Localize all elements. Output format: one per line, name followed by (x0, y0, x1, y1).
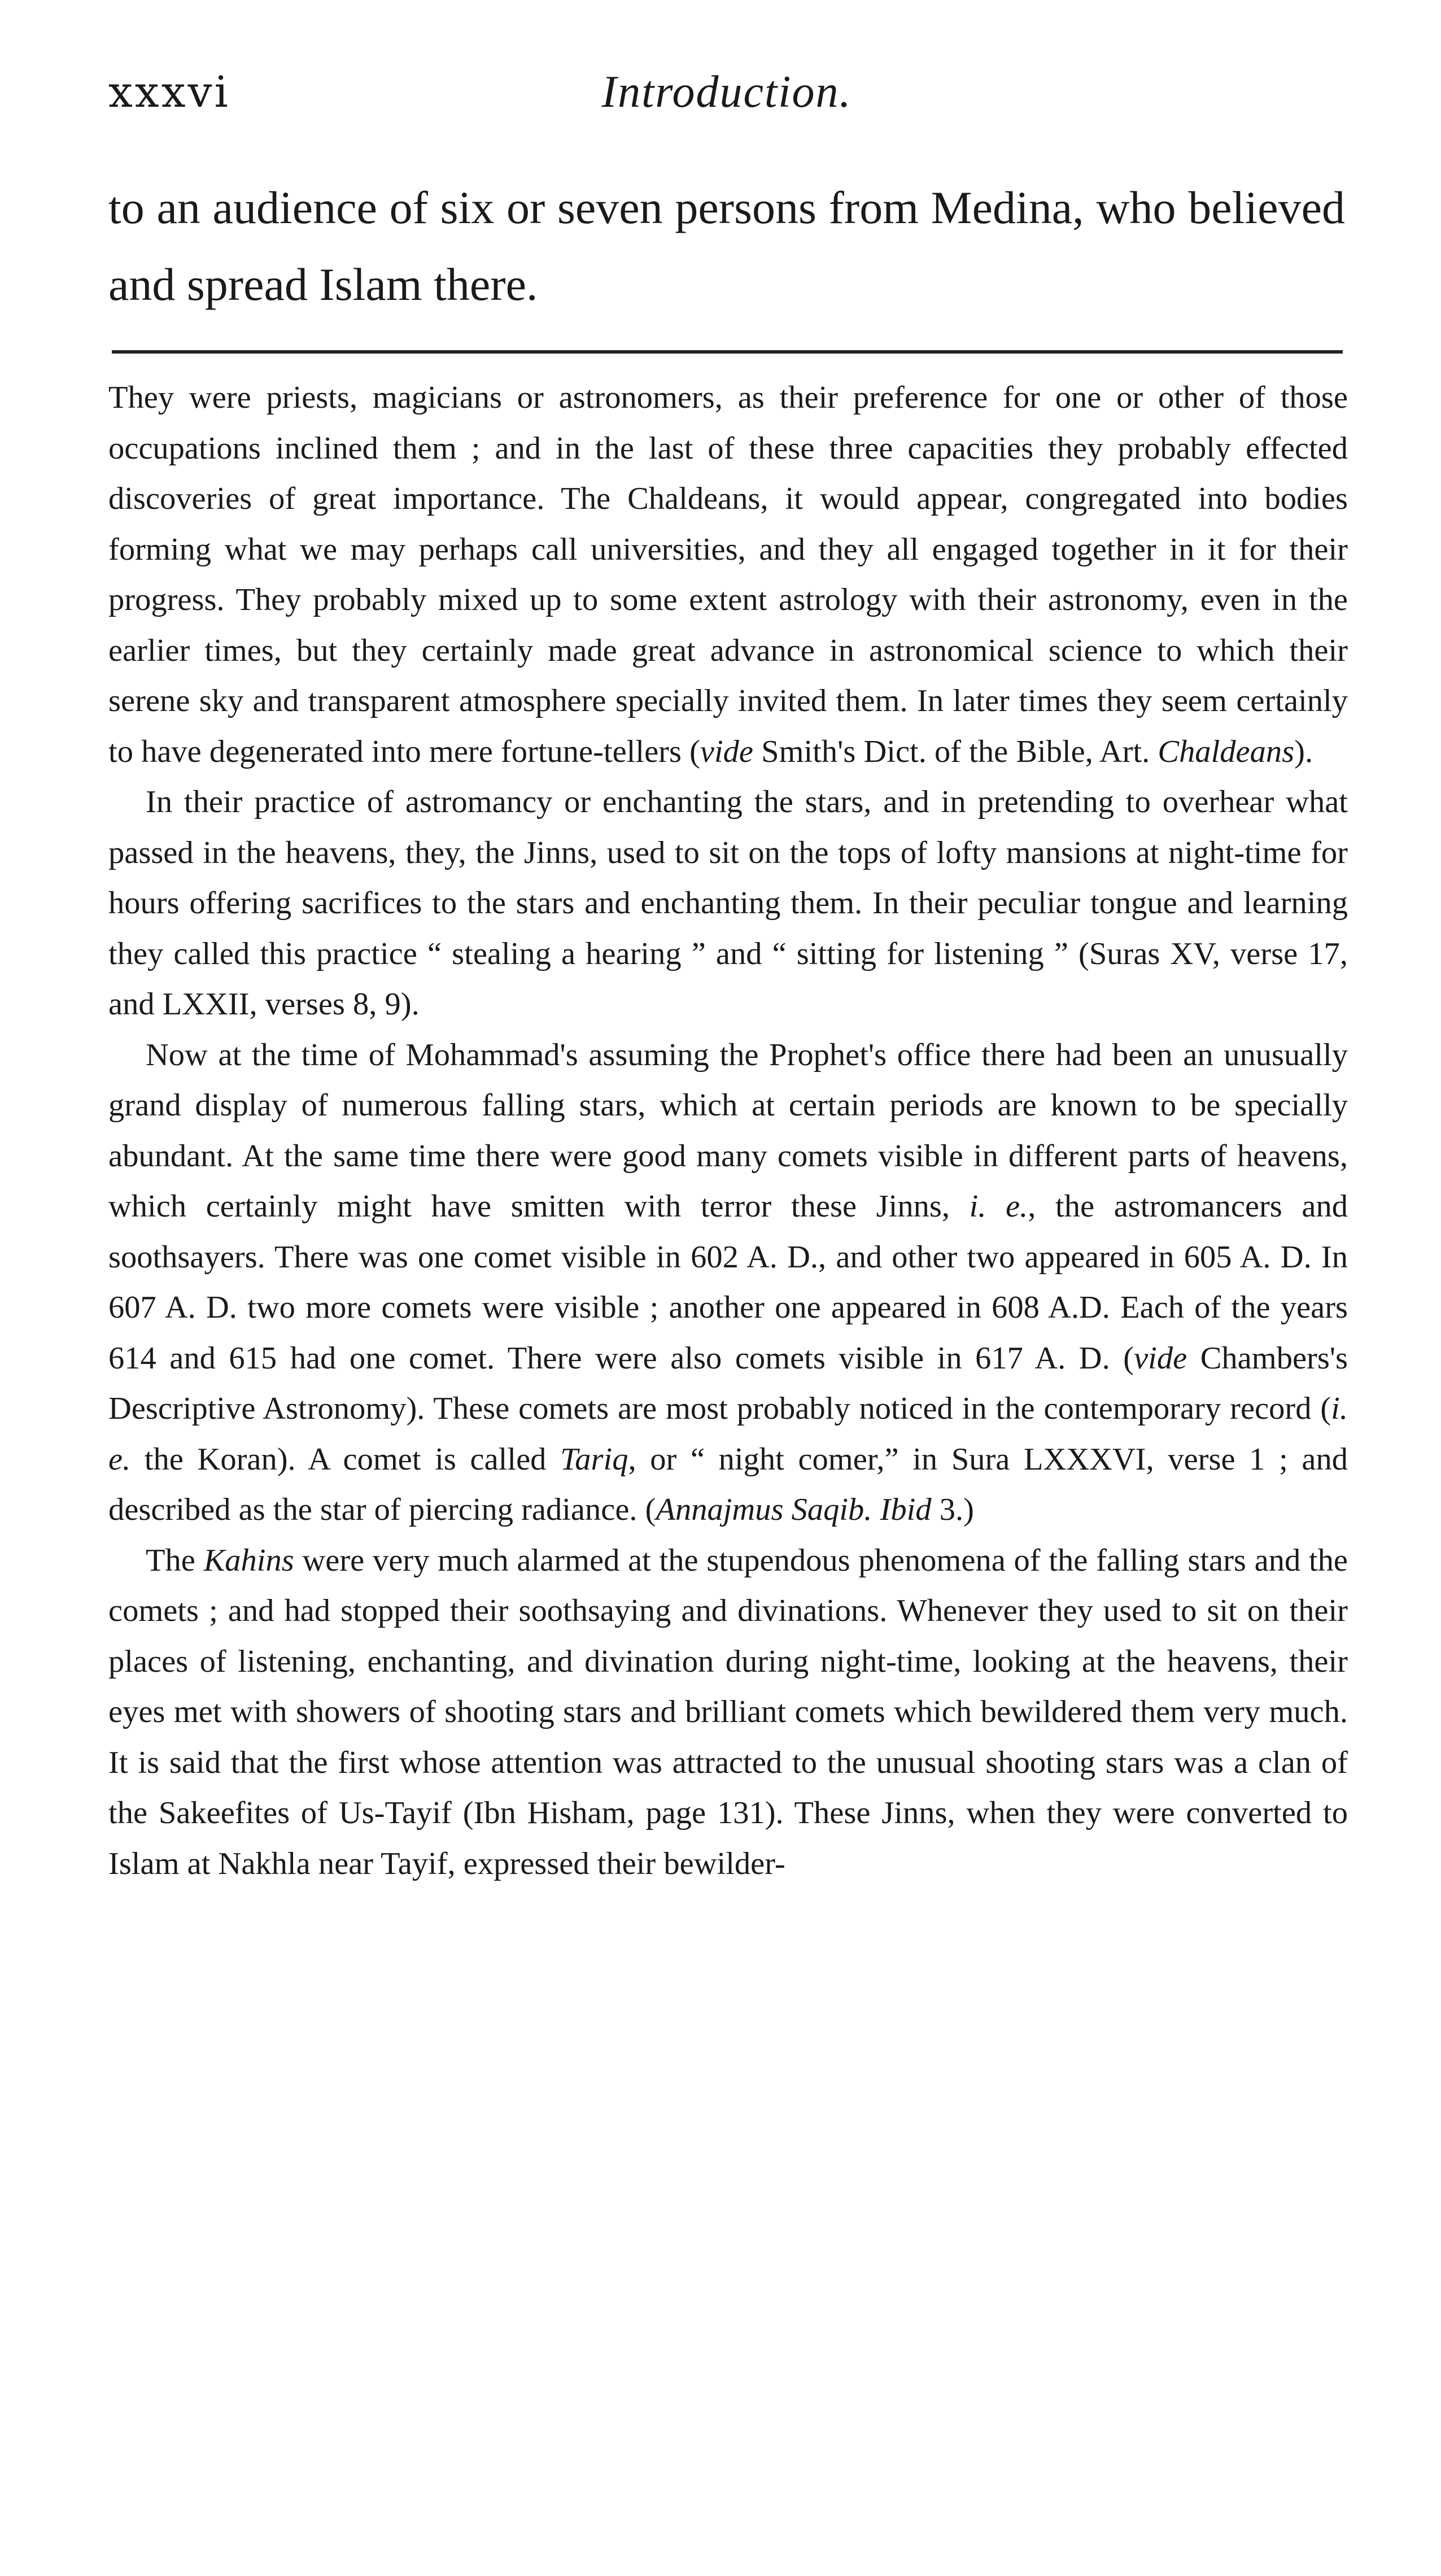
page-number: xxxvi (108, 67, 230, 117)
italic-text: Kahins (203, 1542, 294, 1578)
text-run: Now at the time of Mohammad's assuming the Prophet's office there had been an unusually grand display of numerous falling stars, which at certain periods are known to be specially abundant. At the same time there were good many comets visible in different parts of heavens, which certainly might have smitten with terror these Jinns, (108, 1037, 1348, 1224)
text-run: In their practice of astromancy or enchanting the stars, and in pretending to overhear what passed in the heavens, they, the Jinns, used to sit on the tops of lofty mansions at night-time for hours offering sacrifices to the stars and enchanting them. In their peculiar tongue and learning they called this practice “ stealing a hearing ” and “ sitting for listening ” (Suras XV, verse 17, and LXXII, verses 8, 9). (108, 784, 1348, 1022)
footnote-rule (112, 350, 1343, 354)
footnote-paragraph (108, 373, 1348, 777)
running-title: Introduction. (601, 67, 852, 117)
text-run: They were priests, magicians or astronomers, as their preference for one or other of those occupations inclined them ; and in the last of these three capacities they probably effected discoveries of great importance. The Chaldeans, it would appear, congregated into bodies forming what we may perhaps call universities, and they all engaged together in it for their progress. They probably mixed up to some extent astrology with their astronomy, even in the earlier times, but they certainly made great advance in astronomical science to which their serene sky and transparent atmosphere specially invited them. In later times they seem certainly to have degenerated into mere fortune-tellers ( (108, 380, 1348, 769)
text-run: ). (1294, 734, 1313, 769)
text-run: the Koran). A comet is called (130, 1441, 561, 1477)
main-text: to an audience of six or seven persons from Medina, who believed and spread Islam there. (108, 182, 1345, 310)
italic-text: vide (1134, 1340, 1187, 1376)
footnote-paragraph (108, 777, 1348, 1030)
text-run: The (146, 1542, 204, 1578)
footnote-paragraph (108, 1536, 1348, 1890)
italic-text: Annajmus Saqib. Ibid (656, 1492, 932, 1527)
running-head (108, 67, 1345, 129)
footnote (108, 373, 1348, 1889)
text-run: , the astromancers and soothsayers. There was one comet visible in 602 A. D., and other two appeared in 605 A. D. In 607 A. D. two more comets were visible ; another one appeared in 608 A.D. Each of the years 614 and 615 had one comet. There were also comets visible in 617 A. D. ( (108, 1189, 1348, 1376)
text-run: Chambers's Descriptive Astronomy). These comets are most probably noticed in the contemporary record ( (108, 1340, 1348, 1426)
text-run: 3.) (931, 1492, 974, 1527)
italic-text: i. e. (969, 1189, 1028, 1224)
footnote-paragraph (108, 1030, 1348, 1536)
italic-text: i. e. (108, 1391, 1348, 1477)
italic-text: Chaldeans (1158, 734, 1295, 769)
text-run: Smith's Dict. of the Bible, Art. (753, 734, 1158, 769)
text-run: were very much alarmed at the stupendous phenomena of the falling stars and the comets ; and had stopped their soothsaying and divinations. Whenever they used to sit on their places of listening, enchanting, and divination during night-time, looking at the heavens, their eyes met with showers of shooting stars and brilliant comets which bewildered them very much. It is said that the first whose attention was attracted to the unusual shooting stars was a clan of the Sakeefites of Us-Tayif (Ibn Hisham, page 131). These Jinns, when they were converted to Islam at Nakhla near Tayif, expressed their bewilder- (108, 1542, 1348, 1881)
text-run: , or “ night comer,” in Sura LXXXVI, verse 1 ; and described as the star of piercing radiance. ( (108, 1441, 1348, 1527)
italic-text: Tariq (560, 1441, 628, 1477)
italic-text: vide (700, 734, 754, 769)
